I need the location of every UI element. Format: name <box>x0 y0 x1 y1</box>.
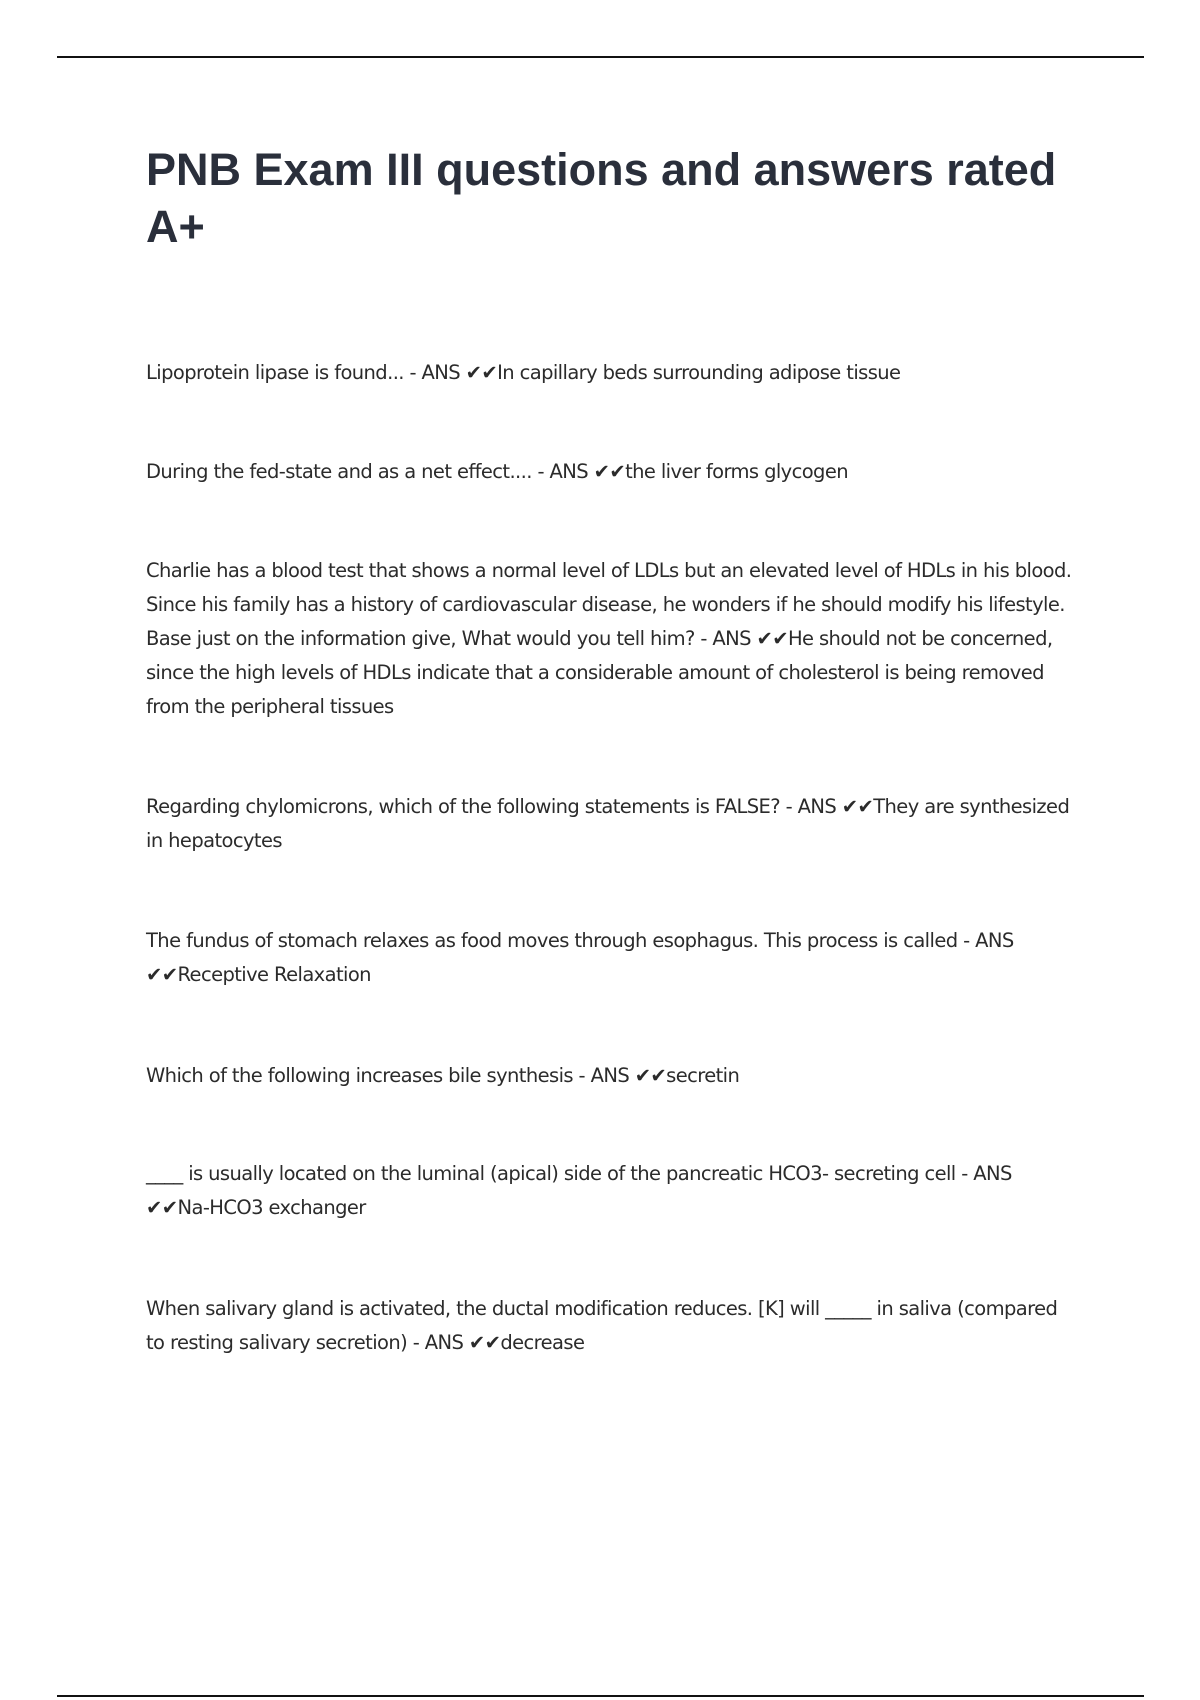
question-text: Lipoprotein lipase is found... <box>146 361 404 384</box>
answer-text: the liver forms glycogen <box>625 460 848 483</box>
answer-text: Na-HCO3 exchanger <box>177 1196 366 1219</box>
answer-marker: - ANS ✔✔ <box>780 795 874 818</box>
qa-item <box>146 924 1076 992</box>
answer-text: In capillary beds surrounding adipose tissue <box>497 361 901 384</box>
answer-text: He should not be concerned, since the high levels of HDLs indicate that a considerable amount of cholesterol is being removed from the peripheral tissues <box>146 627 1053 718</box>
answer-marker: - ANS ✔✔ <box>146 1162 1012 1219</box>
answer-text: secretin <box>666 1064 740 1087</box>
qa-item <box>146 1059 1076 1093</box>
document-title: PNB Exam III questions and answers rated A+ <box>146 144 1057 252</box>
header-rule <box>57 56 1144 58</box>
question-text: Which of the following increases bile synthesis <box>146 1064 573 1087</box>
answer-text: They are synthesized in hepatocytes <box>146 795 1070 852</box>
qa-item <box>146 1157 1076 1225</box>
answer-marker: - ANS ✔✔ <box>403 361 498 384</box>
question-text: During the fed-state and as a net effect.... <box>146 460 532 483</box>
qa-item <box>146 356 1076 390</box>
question-text: Regarding chylomicrons, which of the following statements is FALSE? <box>146 795 781 818</box>
question-text: ____ is usually located on the luminal (apical) side of the pancreatic HCO3- secreting cell <box>146 1162 956 1185</box>
answer-marker: - ANS ✔✔ <box>572 1064 667 1087</box>
answer-marker: - ANS ✔✔ <box>694 627 788 650</box>
qa-item <box>146 1292 1076 1360</box>
answer-marker: - ANS ✔✔ <box>146 929 1014 986</box>
question-text: When salivary gland is activated, the ductal modification reduces. [K] will _____ in saliva (compared to resting salivary secretion) <box>146 1297 1058 1354</box>
qa-item <box>146 554 1076 724</box>
qa-item <box>146 790 1076 858</box>
answer-marker: - ANS ✔✔ <box>531 460 626 483</box>
answer-text: decrease <box>500 1331 585 1354</box>
qa-item <box>146 455 1076 489</box>
answer-text: Receptive Relaxation <box>177 963 371 986</box>
question-text: The fundus of stomach relaxes as food moves through esophagus. This process is called <box>146 929 958 952</box>
answer-marker: - ANS ✔✔ <box>407 1331 501 1354</box>
footer-rule <box>57 1695 1144 1697</box>
question-text: Charlie has a blood test that shows a normal level of LDLs but an elevated level of HDLs in his blood. Since his family has a history of cardiovascular disease, he wonders if he should modify his lifestyle. Base just on the information give, What would you tell him? <box>146 559 1072 650</box>
